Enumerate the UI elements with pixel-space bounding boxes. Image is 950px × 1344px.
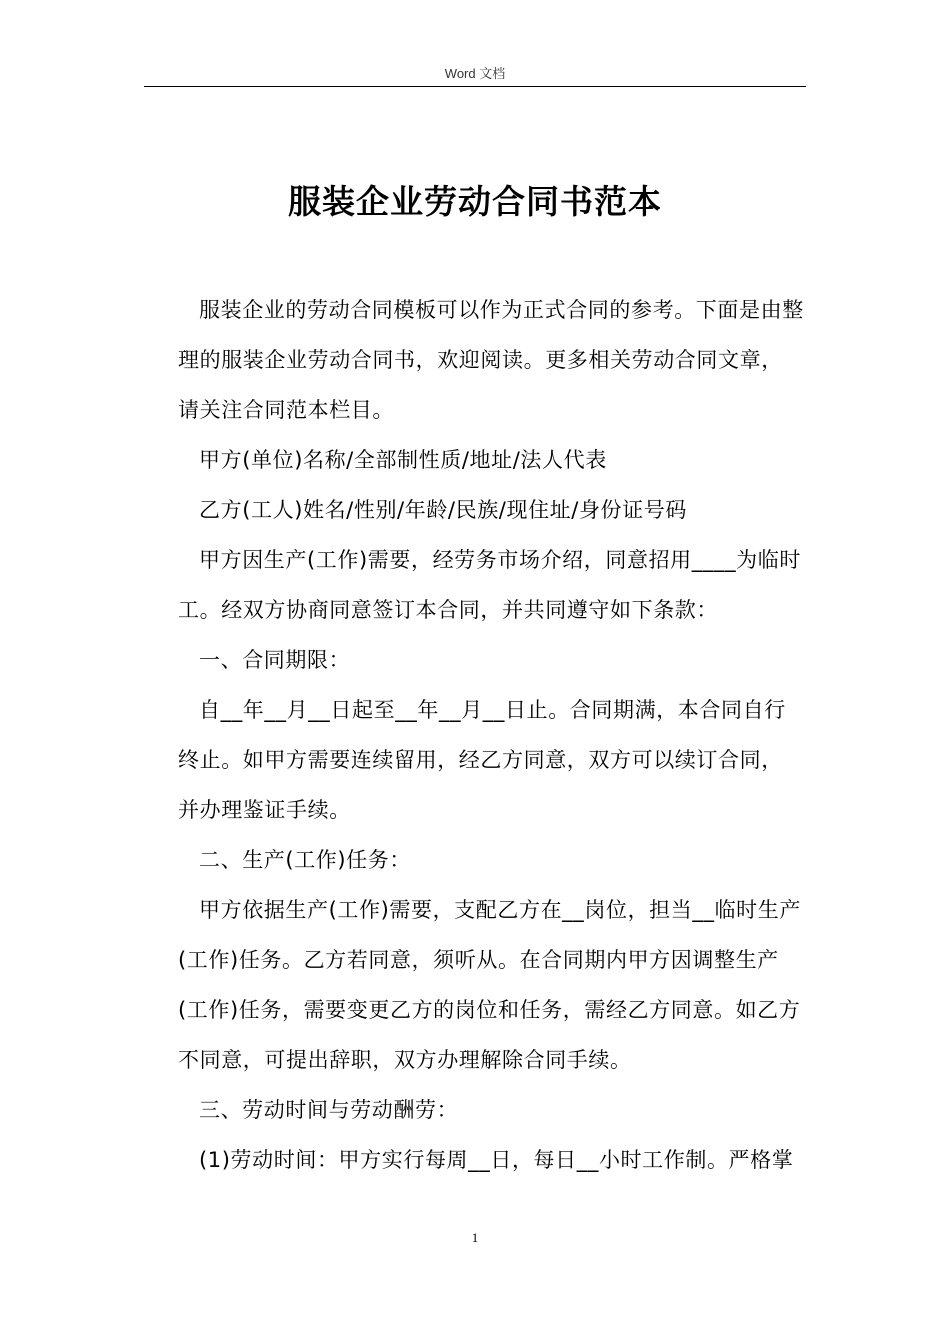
page-number: 1 bbox=[471, 1230, 479, 1245]
section-heading-hours-pay: 三、劳动时间与劳动酬劳： bbox=[199, 1098, 459, 1122]
document-title: 服装企业劳动合同书范本 bbox=[288, 182, 662, 222]
paragraph-working-hours: (1)劳动时间：甲方实行每周__日，每日__小时工作制。严格掌 bbox=[199, 1148, 794, 1172]
paragraph-party-a: 甲方(单位)名称/全部制性质/地址/法人代表 bbox=[199, 448, 607, 472]
page-header: Word 文档 bbox=[444, 66, 506, 81]
paragraph-term: 自__年__月__日起至__年__月__日止。合同期满，本合同自行终止。如甲方需要连续留用，经乙方同意，双方可以续订合同，并办理鉴证手续。 bbox=[178, 698, 786, 822]
section-heading-term: 一、合同期限： bbox=[199, 648, 351, 672]
document-body bbox=[178, 285, 804, 1185]
paragraph-party-b: 乙方(工人)姓名/性别/年龄/民族/现住址/身份证号码 bbox=[199, 498, 687, 522]
paragraph-recruitment: 甲方因生产(工作)需要，经劳务市场介绍，同意招用____为临时工。经双方协商同意签订本合同，并共同遵守如下条款： bbox=[178, 548, 801, 622]
paragraph-tasks: 甲方依据生产(工作)需要，支配乙方在__岗位，担当__临时生产(工作)任务。乙方若同意，须听从。在合同期内甲方因调整生产(工作)任务，需要变更乙方的岗位和任务，需经乙方同意。如乙方不同意，可提出辞职，双方办理解除合同手续。 bbox=[178, 898, 801, 1072]
header-divider bbox=[144, 86, 806, 87]
paragraph-intro: 服装企业的劳动合同模板可以作为正式合同的参考。下面是由整理的服装企业劳动合同书，欢迎阅读。更多相关劳动合同文章，请关注合同范本栏目。 bbox=[178, 298, 804, 422]
section-heading-tasks: 二、生产(工作)任务： bbox=[199, 848, 411, 872]
